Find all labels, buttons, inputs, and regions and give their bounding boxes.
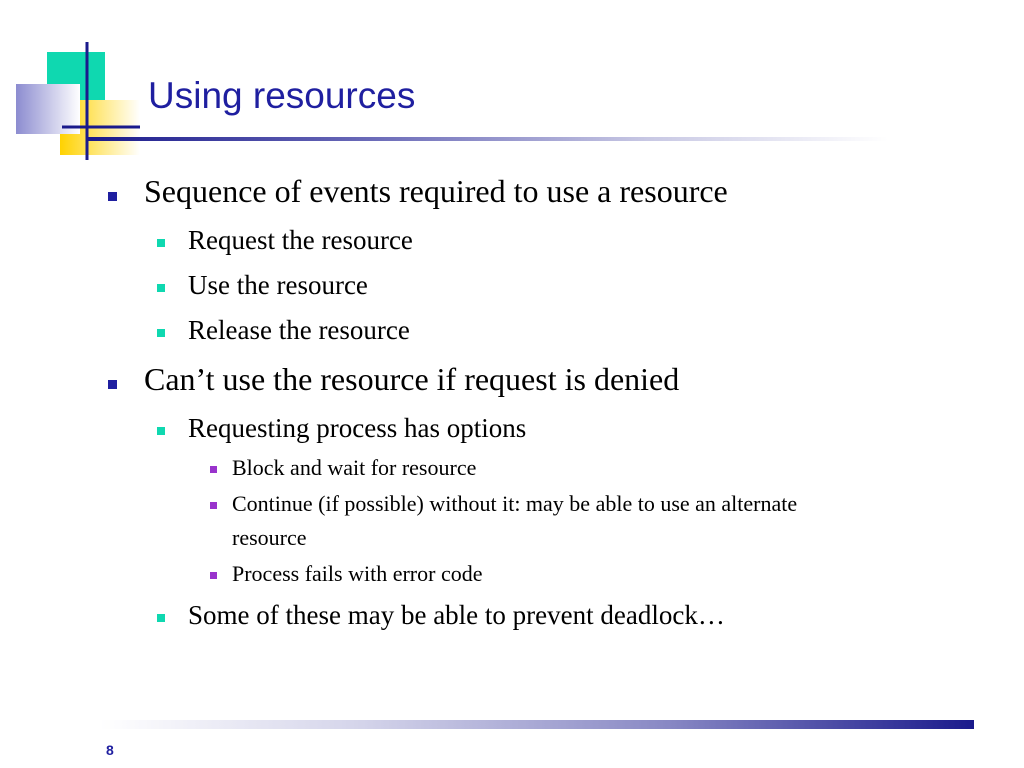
page-number: 8: [106, 742, 114, 758]
bullet-text-level3-continuation: resource: [232, 525, 307, 550]
bullet-text-level2: Requesting process has options: [188, 413, 527, 443]
bullet-level3-icon: [210, 466, 217, 473]
bullet-level2-icon: [157, 329, 165, 337]
bullet-level3-icon: [210, 502, 217, 509]
bullet-level1-icon: [108, 192, 117, 201]
bullet-level1-icon: [108, 380, 117, 389]
footer-rule: [100, 720, 974, 729]
bullet-text-level2: Use the resource: [188, 270, 368, 300]
bullet-level2-icon: [157, 614, 165, 622]
bullet-text-level1: Can’t use the resource if request is denied: [144, 361, 680, 397]
bullet-text-level2: Request the resource: [188, 225, 413, 255]
bullet-text-level2: Some of these may be able to prevent deadlock…: [188, 600, 725, 630]
bullet-text-level3: Block and wait for resource: [232, 455, 477, 480]
bullet-text-level1: Sequence of events required to use a resource: [144, 173, 728, 209]
bullet-text-level2: Release the resource: [188, 315, 410, 345]
bullet-level2-icon: [157, 284, 165, 292]
bullet-text-level3: Process fails with error code: [232, 561, 483, 586]
bullet-level2-icon: [157, 427, 165, 435]
bullet-level2-icon: [157, 239, 165, 247]
bullet-text-level3: Continue (if possible) without it: may be able to use an alternate: [232, 491, 798, 516]
bullet-level3-icon: [210, 572, 217, 579]
slide-title: Using resources: [148, 75, 416, 116]
